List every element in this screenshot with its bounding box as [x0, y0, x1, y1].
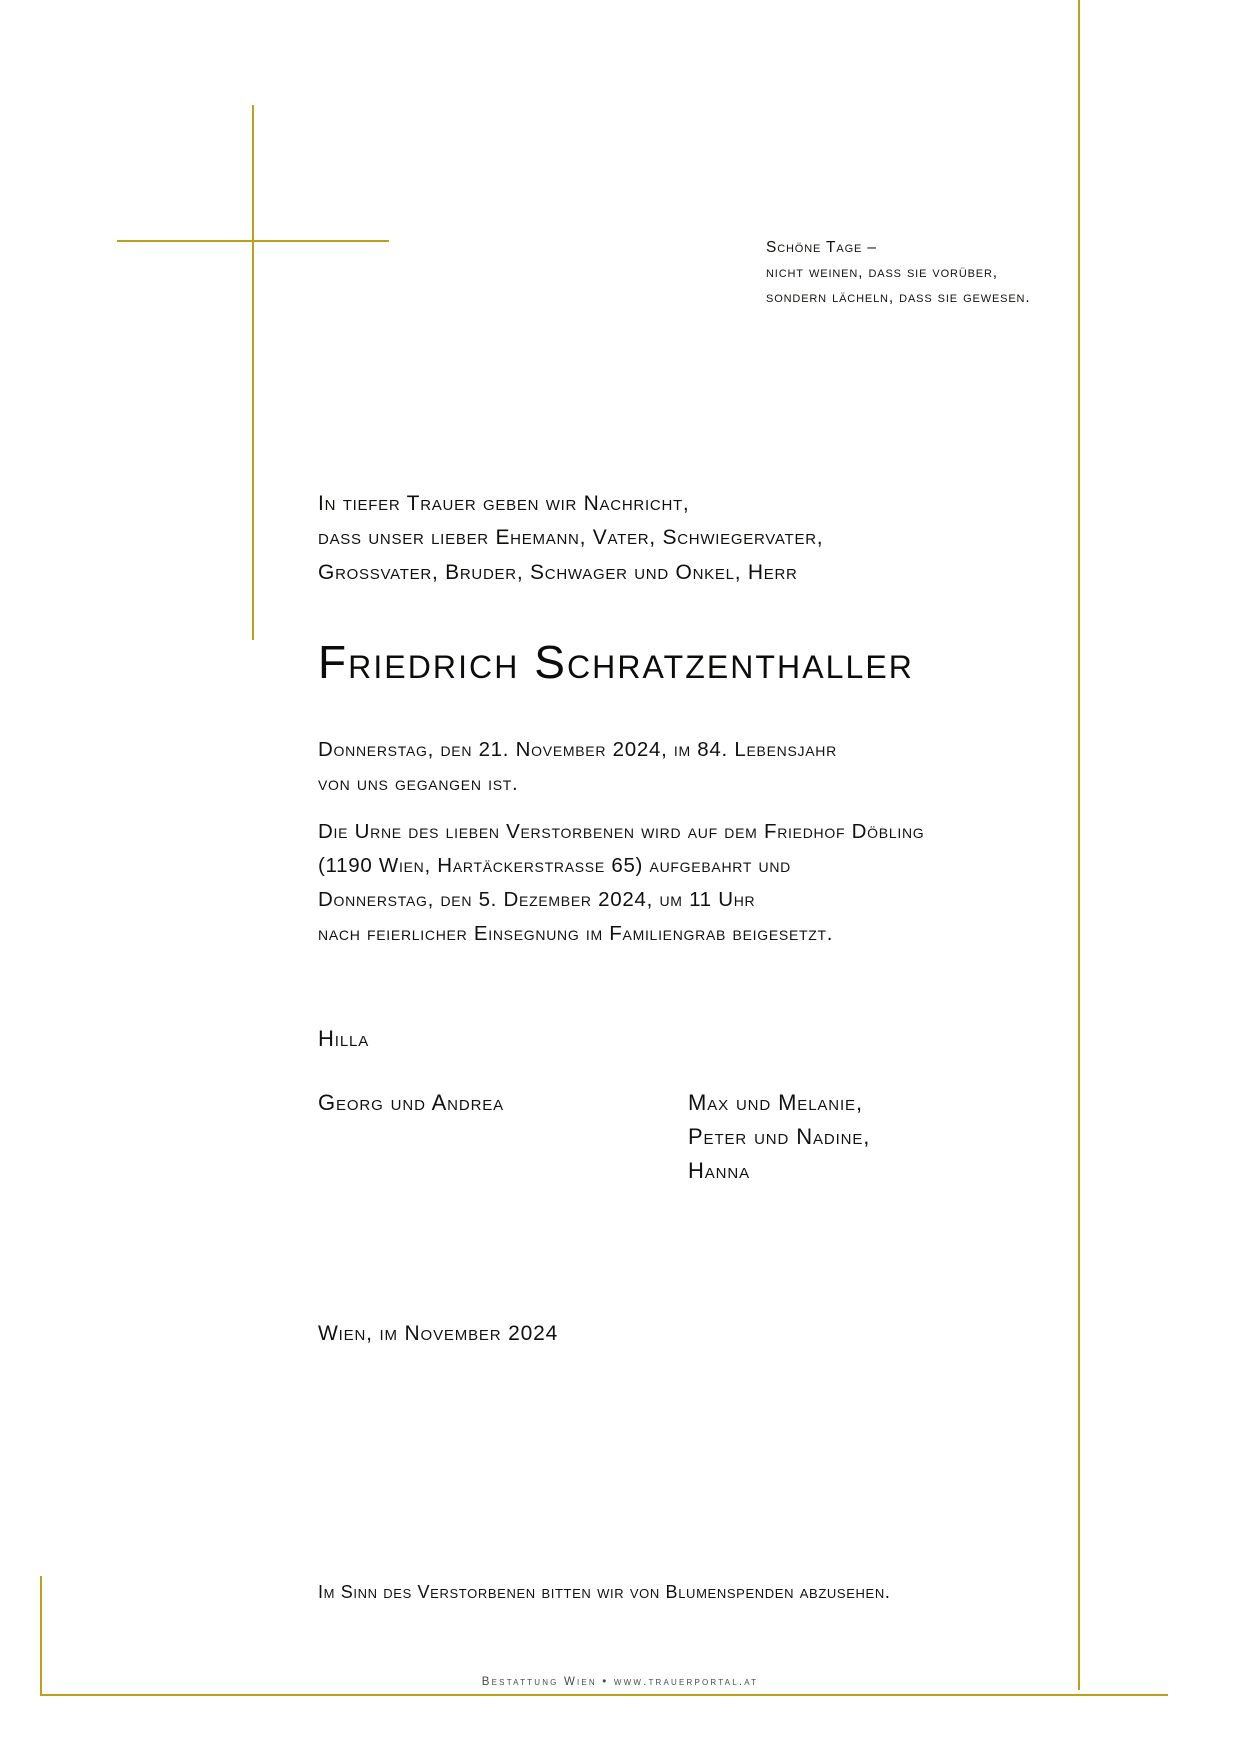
funeral-info-line: (1190 Wien, Hartäckerstrasse 65) aufgebahrt und [318, 854, 792, 878]
intro-line: Grossvater, Bruder, Schwager und Onkel, Herr [318, 560, 798, 584]
place-and-date: Wien, im November 2024 [318, 1322, 559, 1345]
flowers-note: Im Sinn des Verstorbenen bitten wir von Blumenspenden abzusehen. [318, 1582, 891, 1602]
cross-icon-vertical [252, 105, 254, 640]
deceased-name: Friedrich Schratzenthaller [318, 636, 914, 688]
death-info-line: Donnerstag, den 21. November 2024, im 84. Lebensjahr [318, 738, 837, 761]
funeral-info-line: Die Urne des lieben Verstorbenen wird auf dem Friedhof Döbling [318, 820, 925, 843]
cross-icon-horizontal [117, 240, 389, 242]
intro-line: In tiefer Trauer geben wir Nachricht, [318, 492, 690, 515]
announcement-intro [318, 487, 1038, 590]
mourners-left: Georg und Andrea [318, 1090, 505, 1116]
funeral-info-line: nach feierlicher Einsegnung im Familiengrab beigesetzt. [318, 922, 834, 946]
mourners-right-line: Max und Melanie, [688, 1090, 863, 1116]
verse-line: Schöne Tage – [766, 239, 877, 256]
mourners-list [318, 1022, 1018, 1184]
mourner-widow: Hilla [318, 1026, 370, 1051]
death-info-line: von uns gegangen ist. [318, 772, 519, 796]
memorial-verse [766, 235, 1186, 310]
funeral-info-line: Donnerstag, den 5. Dezember 2024, um 11 Uhr [318, 888, 756, 912]
footer-credit: Bestattung Wien • www.trauerportal.at [481, 1676, 759, 1688]
death-info [318, 733, 1108, 801]
mourners-spacer [318, 1056, 1018, 1086]
verse-line: sondern lächeln, dass sie gewesen. [766, 289, 1031, 307]
verse-line: nicht weinen, dass sie vorüber, [766, 264, 998, 282]
mourners-row [318, 1086, 1018, 1184]
mourners-right-line: Peter und Nadine, [688, 1124, 871, 1150]
mourners-right [688, 1086, 870, 1188]
frame-line-bottom [40, 1694, 1168, 1696]
intro-line: dass unser lieber Ehemann, Vater, Schwiegervater, [318, 526, 824, 550]
funeral-info [318, 815, 1138, 951]
mourners-right-line: Hanna [688, 1158, 750, 1184]
